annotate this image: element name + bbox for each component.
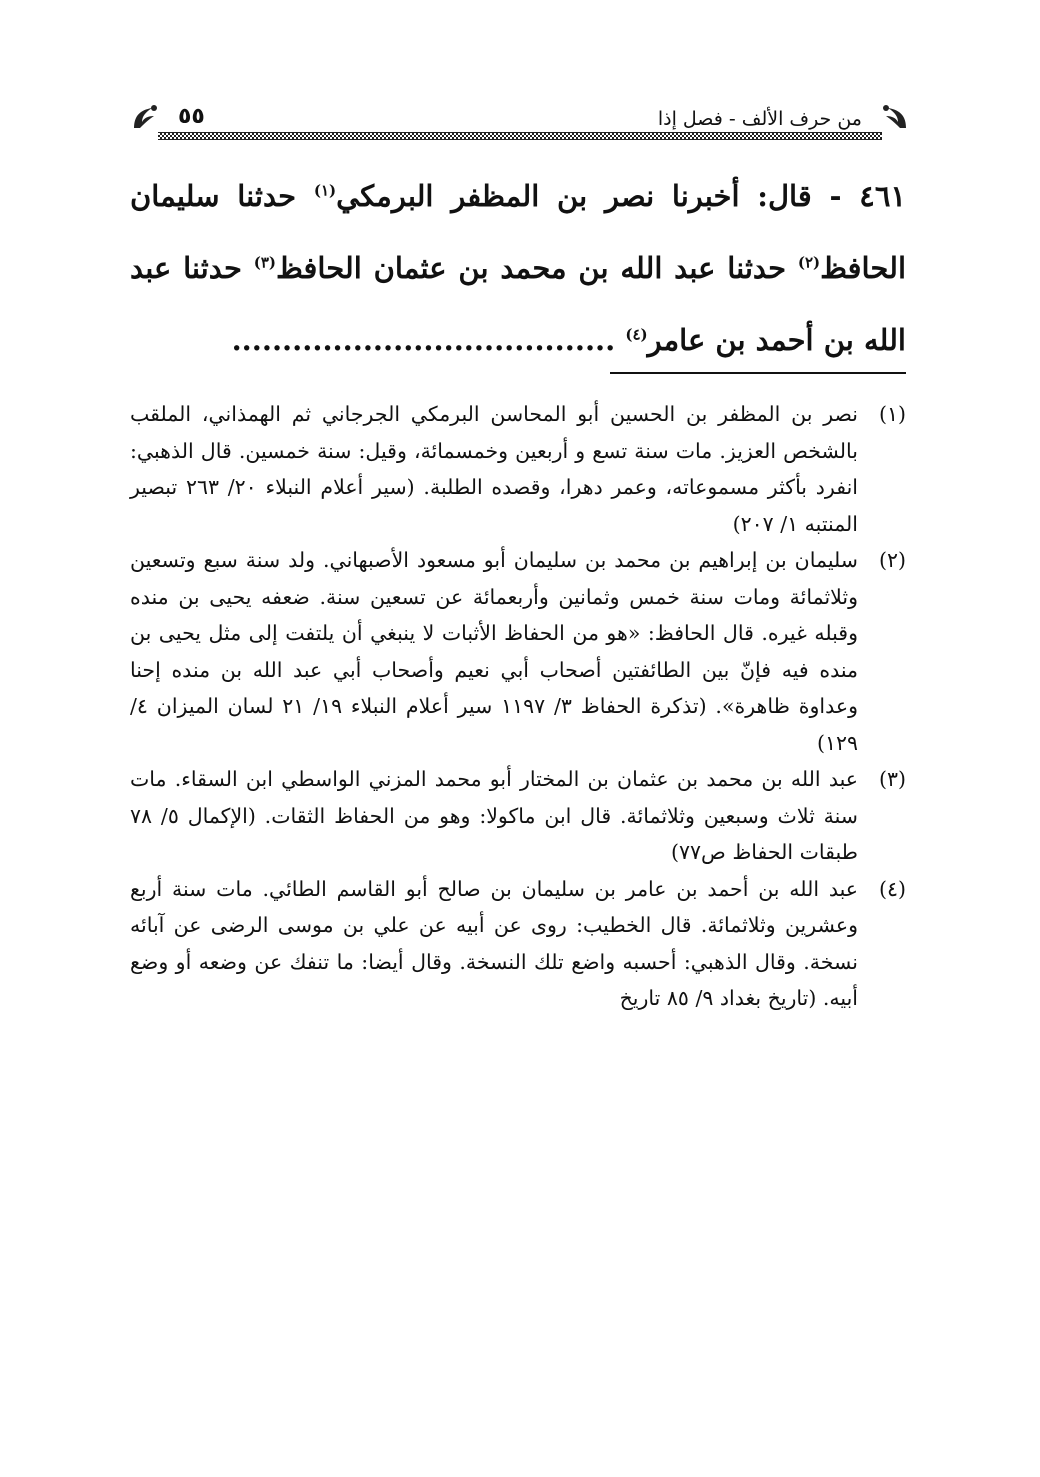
footnote-number: (١) bbox=[878, 402, 906, 426]
flourish-ornament-icon bbox=[880, 102, 910, 132]
footnote bbox=[130, 761, 906, 871]
footnote-text: نصر بن المظفر بن الحسين أبو المحاسن البرمكي الجرجاني ثم الهمذاني، الملقب بالشخص العزيز. مات سنة تسع و أربعين وخمسمائة، وقيل: سنة خمسين. قال الذهبي: انفرد بأكثر مسموعاته، وعمر دهرا، وقصده الطلبة. (سير أعلام النبلاء ٢٠/ ٢٦٣ تبصير المنتبه ١/ ٢٠٧) bbox=[130, 402, 858, 536]
footnote bbox=[130, 871, 906, 1017]
footnote-text: عبد الله بن محمد بن عثمان بن المختار أبو محمد المزني الواسطي ابن السقاء. مات سنة ثلاث وسبعين وثلاثمائة. قال ابن ماكولا: وهو من الحفاظ الثقات. (الإكمال ٥/ ٧٨ طبقات الحفاظ ص٧٧) bbox=[130, 767, 858, 864]
footnote-ref: (٣) bbox=[253, 253, 276, 272]
page-number: ٥٥ bbox=[178, 104, 205, 129]
page-header bbox=[130, 98, 910, 142]
header-rule bbox=[158, 132, 882, 140]
footnote-number: (٣) bbox=[878, 767, 906, 791]
running-head-title: من حرف الألف - فصل إذا bbox=[657, 108, 862, 130]
footnote-ref: (١) bbox=[313, 181, 337, 200]
main-text-segment: حدثنا عبد الله بن أحمد بن عامر bbox=[130, 251, 906, 357]
footnote-ref: (٢) bbox=[797, 253, 821, 272]
footnote-number: (٢) bbox=[878, 548, 906, 572]
footnote-number: (٤) bbox=[878, 876, 906, 901]
footnote-ref: (٤) bbox=[625, 325, 648, 344]
ellipsis-dots: ...................................... bbox=[231, 323, 626, 357]
main-text-segment: ٤٦١ - قال: أخبرنا نصر بن المظفر البرمكي bbox=[336, 179, 906, 213]
footnote-divider bbox=[610, 372, 906, 374]
footnote bbox=[130, 542, 906, 761]
main-text-segment: حدثنا عبد الله بن محمد بن عثمان الحافظ bbox=[275, 251, 798, 285]
main-text bbox=[130, 160, 906, 376]
footnotes bbox=[130, 396, 906, 1017]
flourish-ornament-icon bbox=[130, 102, 160, 132]
footnote-text: عبد الله بن أحمد بن عامر بن سليمان بن صالح أبو القاسم الطائي. مات سنة أربع وعشرين وثلاثمائة. قال الخطيب: روى عن أبيه عن علي بن موسى الرضى عن آبائه نسخة. وقال الذهبي: أحسبه واضع تلك النسخة. وقال أيضا: ما تنفك عن وضعه أو وضع أبيه. (تاريخ بغداد ٩/ ٨٥ تاريخ bbox=[130, 876, 859, 1010]
footnote-text: سليمان بن إبراهيم بن محمد بن سليمان أبو مسعود الأصبهاني. ولد سنة سبع وتسعين وثلاثمائة ومات سنة خمس وثمانين وأربعمائة عن تسعين سنة. ضعفه يحيى بن منده وقبله غيره. قال الحافظ: «هو من الحفاظ الأثبات لا ينبغي أن يلتفت إلى مثل يحيى بن منده فيه فإنّ بين الطائفتين أصحاب أبي نعيم وأصحاب أبي عبد الله بن منده إحنا وعداوة ظاهرة». (تذكرة الحفاظ ٣/ ١١٩٧ سير أعلام النبلاء ١٩/ ٢١ لسان الميزان ٤/ ١٢٩) bbox=[130, 548, 858, 755]
footnote bbox=[130, 396, 906, 542]
main-text-segment: حدثنا سليمان الحافظ bbox=[130, 179, 906, 285]
